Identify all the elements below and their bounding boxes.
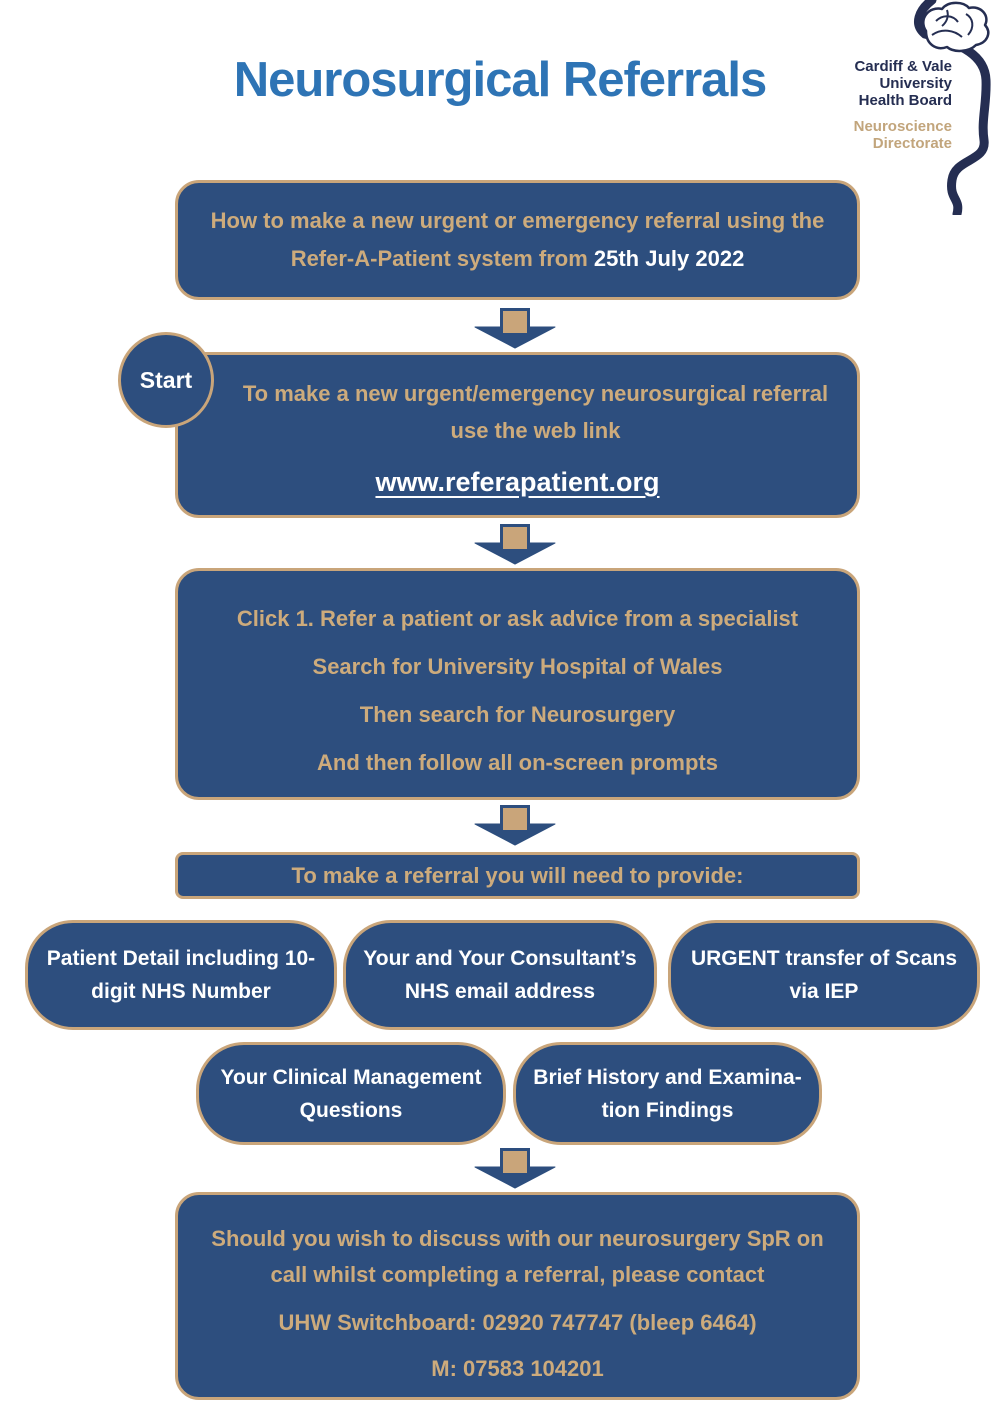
intro-line-2-text: Refer-A-Patient system from [290, 246, 594, 271]
down-arrow-icon [473, 1148, 557, 1190]
contact-line-1: Should you wish to discuss with our neurosurgery SpR on [211, 1226, 824, 1251]
health-board-logo [835, 0, 1000, 215]
dept-name-line: Neuroscience [853, 118, 952, 135]
weblink-box [175, 352, 860, 518]
step-line-1: Click 1. Refer a patient or ask advice from a specialist [236, 606, 799, 631]
weblink-line-2: use the web link [450, 418, 621, 443]
logo-text [854, 58, 952, 152]
intro-date: 25th July 2022 [593, 246, 745, 271]
org-name-line: Health Board [858, 92, 952, 109]
contact-switchboard: UHW Switchboard: 02920 747747 (bleep 6464) [278, 1310, 757, 1335]
requirement-pill-nhs-email [343, 920, 657, 1030]
step-line-2: Search for University Hospital of Wales [312, 654, 723, 679]
step-line-4: And then follow all on-screen prompts [317, 750, 718, 775]
intro-box [175, 180, 860, 300]
intro-line-2 [178, 240, 857, 278]
provide-bar: To make a referral you will need to provide: [175, 852, 860, 899]
pill-line: Your Clinical Management [220, 1065, 482, 1089]
pill-line: NHS email address [404, 980, 596, 1003]
intro-line-1: How to make a new urgent or emergency referral using the [210, 208, 825, 233]
requirement-pill-clinical-questions [196, 1042, 506, 1145]
dept-name-line: Directorate [872, 135, 952, 152]
org-name-line: Cardiff & Vale [854, 58, 952, 75]
pill-line: Patient Detail including 10- [46, 947, 316, 970]
down-arrow-icon [473, 308, 557, 350]
pill-line: URGENT transfer of Scans [690, 947, 958, 970]
down-arrow-icon [473, 805, 557, 847]
requirement-pill-history-findings [513, 1042, 822, 1145]
step-line-3: Then search for Neurosurgery [359, 702, 676, 727]
org-name-line: University [879, 75, 952, 92]
contact-box [175, 1192, 860, 1400]
start-badge [118, 332, 214, 428]
page-title: Neurosurgical Referrals [233, 53, 767, 107]
steps-box [175, 568, 860, 800]
down-arrow-icon [473, 524, 557, 566]
pill-line: Brief History and Examina- [533, 1065, 802, 1089]
requirement-pill-patient-detail [25, 920, 337, 1030]
pill-line: Questions [299, 1098, 403, 1122]
weblink-line-1: To make a new urgent/emergency neurosurgical referral [242, 381, 829, 406]
contact-mobile: M: 07583 104201 [431, 1356, 604, 1381]
pill-line: Your and Your Consultant’s [363, 947, 637, 970]
requirement-pill-scan-transfer [668, 920, 980, 1030]
pill-line: digit NHS Number [91, 980, 271, 1003]
referapatient-link[interactable]: www.referapatient.org [375, 467, 660, 497]
pill-line: via IEP [789, 980, 859, 1003]
start-badge-label: Start [139, 366, 193, 393]
contact-line-2: call whilst completing a referral, please contact [270, 1262, 765, 1287]
pill-line: tion Findings [601, 1098, 734, 1122]
